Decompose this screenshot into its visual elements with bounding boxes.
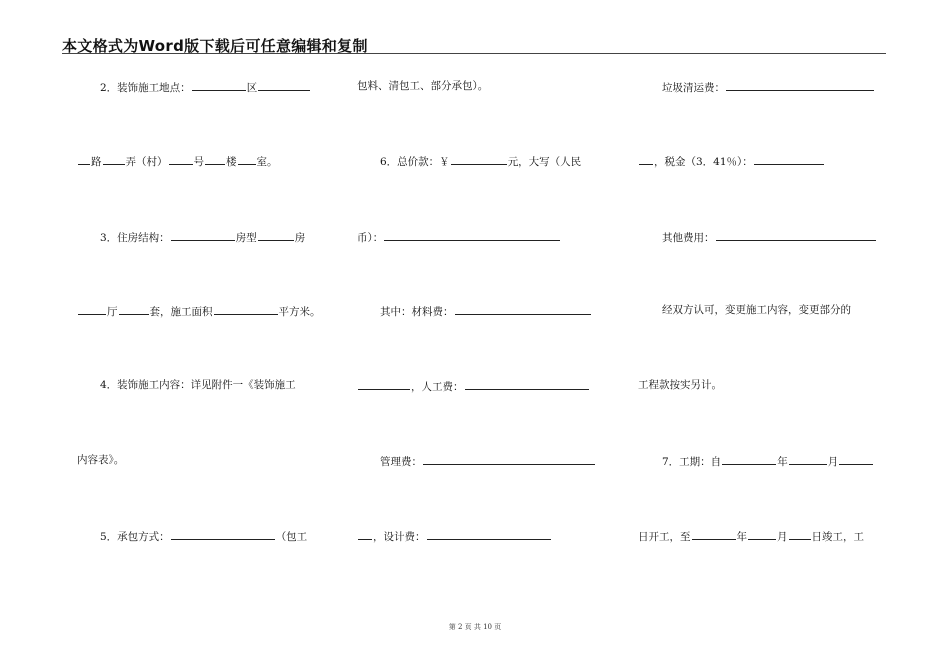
header-title: 本文格式为Word版下载后可任意编辑和复制 — [62, 37, 368, 55]
text-line: 4．装饰施工内容：详见附件一《装饰施工 — [100, 379, 296, 391]
blank-field[interactable] — [171, 229, 235, 241]
text-line: 厅 套，施工面积 平方米。 — [77, 303, 321, 319]
blank-field[interactable] — [103, 153, 125, 165]
blank-field[interactable] — [192, 79, 246, 91]
blank-field[interactable] — [238, 153, 256, 165]
text-line: 5．承包方式： （包工 — [100, 528, 307, 544]
text-line: 2．装饰施工地点： 区 — [100, 79, 311, 95]
blank-field[interactable] — [789, 528, 811, 540]
text-line: 工程款按实另计。 — [638, 379, 722, 391]
blank-field[interactable] — [119, 303, 149, 315]
blank-field[interactable] — [358, 378, 410, 390]
text-line: ，税金（3．41％）： — [638, 153, 825, 169]
text-line: 7．工期：自 年 月 — [662, 453, 874, 469]
blank-field[interactable] — [427, 528, 551, 540]
text-line: 包料、清包工、部分承包）。 — [357, 80, 489, 92]
blank-field[interactable] — [214, 303, 278, 315]
blank-field[interactable] — [455, 303, 591, 315]
blank-field[interactable] — [423, 453, 595, 465]
blank-field[interactable] — [258, 79, 310, 91]
text-line: 路 弄（村） 号 楼 室。 — [77, 153, 278, 169]
column-left — [77, 0, 327, 672]
blank-field[interactable] — [358, 528, 372, 540]
blank-field[interactable] — [716, 229, 876, 241]
blank-field[interactable] — [754, 153, 824, 165]
column-middle — [357, 0, 607, 672]
blank-field[interactable] — [639, 153, 653, 165]
text-line: 经双方认可，变更施工内容，变更部分的 — [662, 304, 851, 316]
text-line: 其他费用： — [662, 229, 877, 245]
text-line: 3．住房结构： 房型 房 — [100, 229, 305, 245]
blank-field[interactable] — [726, 79, 874, 91]
blank-field[interactable] — [169, 153, 193, 165]
blank-field[interactable] — [171, 528, 275, 540]
page-number: 第 2 页 共 10 页 — [448, 623, 502, 631]
text-line: 内容表》。 — [77, 454, 125, 466]
text-line: 其中：材料费： — [380, 303, 592, 319]
blank-field[interactable] — [78, 303, 106, 315]
text-line: 管理费： — [380, 453, 596, 469]
blank-field[interactable] — [692, 528, 736, 540]
blank-field[interactable] — [789, 453, 827, 465]
text-line: 6．总价款：￥ 元，大写（人民 — [380, 153, 581, 169]
blank-field[interactable] — [205, 153, 225, 165]
column-right — [638, 0, 888, 672]
blank-field[interactable] — [258, 229, 294, 241]
blank-field[interactable] — [451, 153, 507, 165]
blank-field[interactable] — [384, 229, 560, 241]
text-line: 垃圾清运费： — [662, 79, 875, 95]
text-line: 日开工，至 年 月 日竣工，工 — [638, 528, 864, 544]
blank-field[interactable] — [748, 528, 776, 540]
blank-field[interactable] — [722, 453, 776, 465]
blank-field[interactable] — [78, 153, 90, 165]
blank-field[interactable] — [839, 453, 873, 465]
text-line: ，设计费： — [357, 528, 552, 544]
text-line: 币）： — [357, 229, 561, 245]
blank-field[interactable] — [465, 378, 589, 390]
text-line: ，人工费： — [357, 378, 590, 394]
